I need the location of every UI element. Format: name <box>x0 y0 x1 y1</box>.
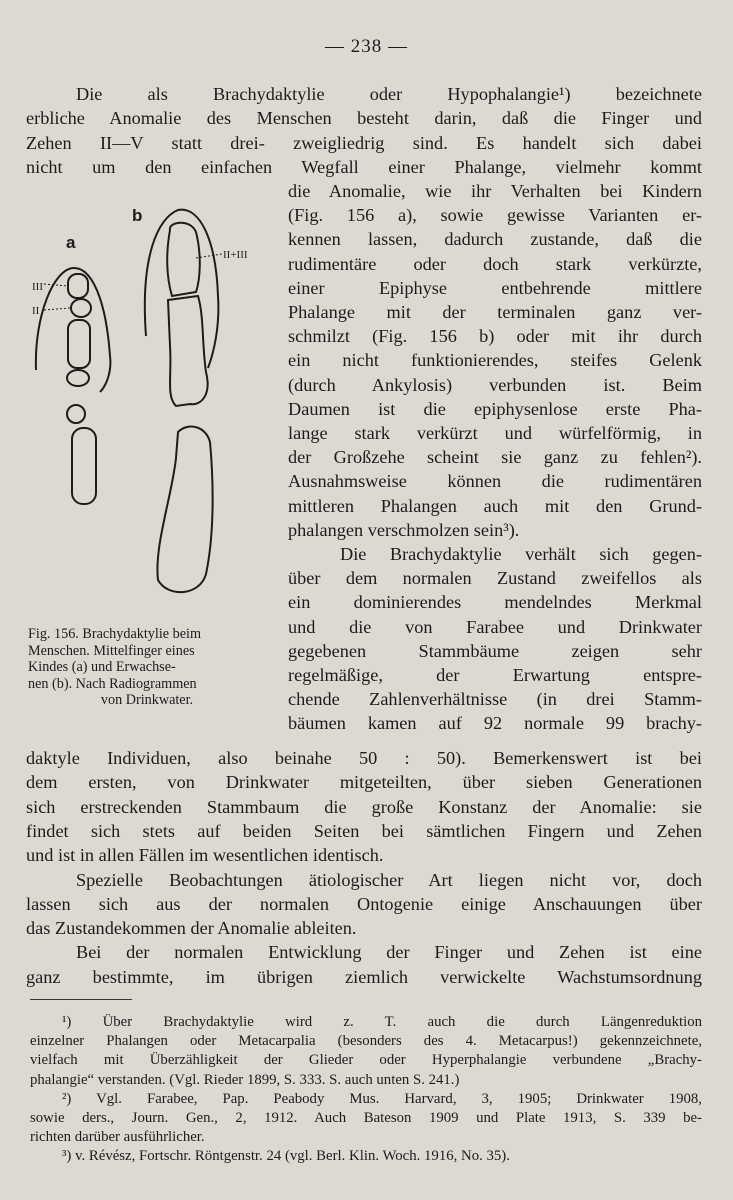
marker-ii-iii: II+III <box>223 249 248 261</box>
body-line: einer Epiphyse entbehrende mittlere <box>288 277 702 298</box>
footnote-line: einzelner Phalangen oder Metacarpalia (besonders des 4. Metacarpus!) gekennzeichnete, <box>30 1033 702 1050</box>
figure-label-b: b <box>132 206 143 225</box>
footnote-line: richten darüber ausführlicher. <box>30 1129 205 1146</box>
body-line: und ist in allen Fällen im wesentlichen identisch. <box>26 845 384 866</box>
finger-a-metacarpal <box>72 428 96 504</box>
body-line: über dem normalen Zustand zweifellos als <box>288 568 702 589</box>
footnote-line: ²) Vgl. Farabee, Pap. Peabody Mus. Harvard, 3, 1905; Drinkwater 1908, <box>62 1090 702 1107</box>
footnote-line: ³) v. Révész, Fortschr. Röntgenstr. 24 (vgl. Berl. Klin. Woch. 1916, No. 35). <box>62 1148 510 1165</box>
leader-ii <box>44 308 70 310</box>
footnote-line: sowie ders., Journ. Gen., 2, 1912. Auch Bateson 1909 und Plate 1913, S. 339 be- <box>30 1110 702 1126</box>
body-line: phalangen verschmolzen sein³). <box>288 519 520 540</box>
body-line: Ausnahmsweise können die rudimentären <box>288 471 702 492</box>
body-line: Die Brachydaktylie verhält sich gegen- <box>340 544 702 564</box>
body-line: Phalange mit der terminalen ganz ver- <box>288 302 702 322</box>
caption-line: Fig. 156. Brachydaktylie beim <box>28 626 201 642</box>
finger-b-outline <box>145 210 219 368</box>
figure-156 <box>28 196 268 616</box>
body-line: nicht um den einfachen Wegfall einer Phalange, vielmehr kommt <box>26 157 702 177</box>
body-line: der Großzehe scheint sie ganz zu fehlen²). <box>288 447 702 468</box>
caption-line: Kindes (a) und Erwachse- <box>28 659 176 675</box>
body-line: kennen lassen, dadurch zustande, daß die <box>288 229 702 250</box>
body-line: Bei der normalen Entwicklung der Finger und Zehen ist eine <box>76 942 702 963</box>
body-line: schmilzt (Fig. 156 b) oder mit ihr durch <box>288 326 702 347</box>
finger-a-proximal-phalanx <box>68 320 90 368</box>
finger-a-epiphysis <box>67 370 89 386</box>
footnote-line: ¹) Über Brachydaktylie wird z. T. auch die durch Längenreduktion <box>62 1014 702 1030</box>
body-line: Spezielle Beobachtungen ätiologischer Art liegen nicht vor, doch <box>76 869 702 890</box>
figure-label-a: a <box>66 233 76 252</box>
body-line: regelmäßige, der Erwartung entspre- <box>288 665 702 685</box>
body-line: rudimentäre oder doch stark verkürzte, <box>288 253 702 274</box>
body-line: ein nicht funktionierendes, steifes Gelenk <box>288 350 702 371</box>
body-line: findet sich stets auf beiden Seiten bei sämtlichen Fingern und Zehen <box>26 820 702 841</box>
body-line: sich erstreckenden Stammbaum die große Konstanz der Anomalie: sie <box>26 796 702 817</box>
body-line: das Zustandekommen der Anomalie ableiten. <box>26 918 357 939</box>
body-line: (durch Ankylosis) verbunden ist. Beim <box>288 374 702 395</box>
body-line: Daumen ist die epiphysenlose erste Pha- <box>288 398 702 419</box>
finger-a-outline <box>36 268 111 392</box>
figure-caption <box>28 626 266 709</box>
body-line: (Fig. 156 a), sowie gewisse Varianten er- <box>288 205 702 226</box>
body-line: ganz bestimmte, im übrigen ziemlich verwickelte Wachstumsordnung <box>26 966 702 987</box>
finger-a-distal-phalanx <box>68 274 88 298</box>
body-line: erbliche Anomalie des Menschen besteht darin, daß die Finger und <box>26 108 702 128</box>
body-line: Die als Brachydaktylie oder Hypophalangie¹) bezeichnete <box>76 84 702 104</box>
body-line: mittleren Phalangen auch mit den Grund- <box>288 495 702 516</box>
finger-a-middle-phalanx <box>71 299 91 317</box>
footnote-rule <box>30 999 132 1000</box>
marker-ii: II <box>32 305 40 317</box>
leader-iii <box>44 284 68 286</box>
body-line: dem ersten, von Drinkwater mitgeteilten, über sieben Generationen <box>26 772 702 793</box>
caption-line: nen (b). Nach Radiogrammen <box>28 675 197 692</box>
finger-a-metacarpal-head <box>67 405 85 423</box>
body-line: die Anomalie, wie ihr Verhalten bei Kindern <box>288 181 702 201</box>
finger-b-proximal-phalanx <box>168 296 208 406</box>
body-line: chende Zahlenverhältnisse (in drei Stamm- <box>288 689 702 710</box>
page-number: — 238 — <box>325 36 408 57</box>
footnote-line: vielfach mit Überzähligkeit der Glieder oder Hyperphalangie verbundene „Brachy- <box>30 1052 702 1069</box>
body-line: bäumen kamen auf 92 normale 99 brachy- <box>288 713 702 734</box>
body-line: gegebenen Stammbäume zeigen sehr <box>288 640 702 661</box>
body-line: daktyle Individuen, also beinahe 50 : 50). Bemerkenswert ist bei <box>26 748 702 768</box>
caption-line: Menschen. Mittelfinger eines <box>28 642 195 659</box>
finger-b-metacarpal <box>157 427 212 593</box>
finger-b-fused-phalanx <box>167 223 200 296</box>
caption-line: von Drinkwater. <box>100 692 194 708</box>
body-line: ein dominierendes mendelndes Merkmal <box>288 592 702 613</box>
footnote-line: phalangie“ verstanden. (Vgl. Rieder 1899, S. 333. S. auch unten S. 241.) <box>30 1071 460 1088</box>
body-line: Zehen II—V statt drei- zweigliedrig sind. Es handelt sich dabei <box>26 133 702 153</box>
body-line: lassen sich aus der normalen Ontogenie einige Anschauungen über <box>26 893 702 914</box>
marker-iii: III <box>32 281 43 293</box>
body-line: und die von Farabee und Drinkwater <box>288 616 702 637</box>
body-line: lange stark verkürzt und würfelförmig, in <box>288 423 702 443</box>
